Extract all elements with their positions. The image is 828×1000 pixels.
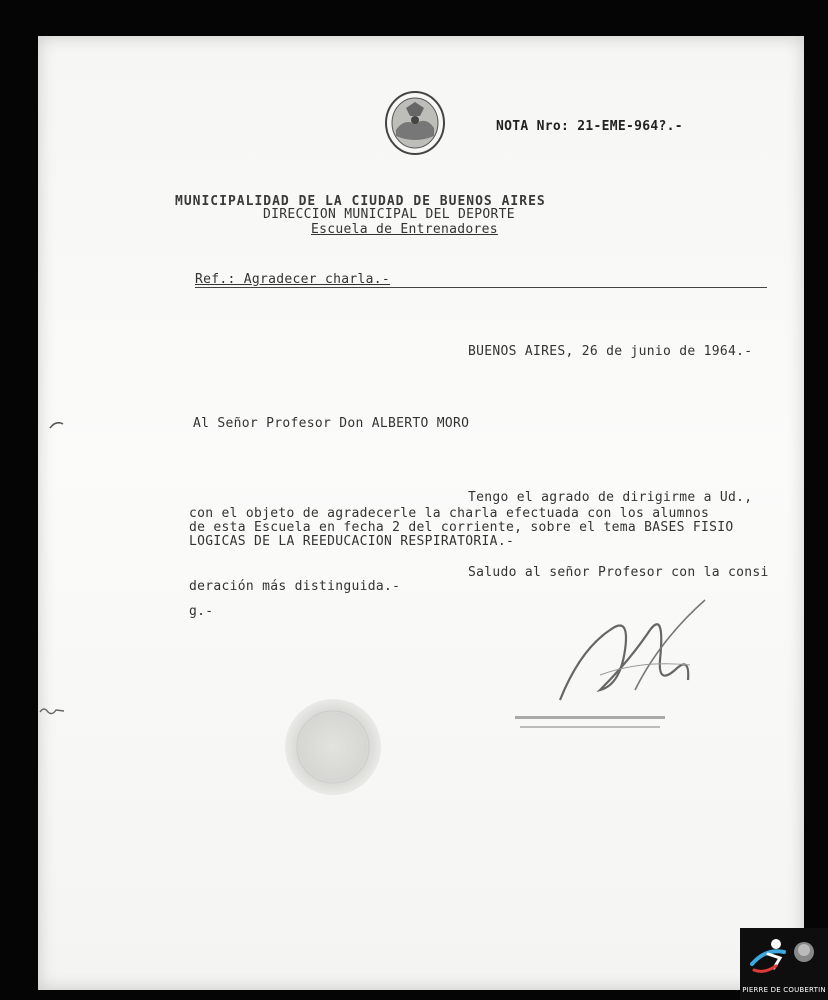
body-line-3: de esta Escuela en fecha 2 del corriente, sobre el tema BASES FISIO — [189, 520, 734, 535]
body-line-1: Tengo el agrado de dirigirme a Ud., — [468, 490, 753, 505]
date-line: BUENOS AIRES, 26 de junio de 1964.- — [468, 344, 753, 359]
header-school: Escuela de Entrenadores — [311, 222, 498, 237]
signature-icon — [540, 590, 720, 710]
body-line-2: con el objeto de agradecerle la charla efectuada con los alumnos — [189, 506, 710, 521]
reference-line: Ref.: Agradecer charla.- — [195, 272, 391, 287]
municipal-seal-icon — [384, 90, 446, 156]
closing-line-1: Saludo al señor Profesor con la consi — [468, 565, 769, 580]
initials: g.- — [189, 604, 214, 619]
reference-underline — [195, 287, 767, 288]
coubertin-logo — [740, 928, 828, 1000]
stamp-line-2 — [520, 726, 660, 728]
logo-label: PIERRE DE COUBERTIN — [742, 986, 826, 994]
header-direction: DIRECCION MUNICIPAL DEL DEPORTE — [263, 207, 515, 222]
margin-mark-icon — [48, 418, 66, 432]
addressee: Al Señor Profesor Don ALBERTO MORO — [193, 416, 470, 431]
round-stamp-icon — [283, 697, 383, 797]
note-number: NOTA Nro: 21-EME-964?.- — [496, 119, 683, 134]
stamp-line-1 — [515, 716, 665, 719]
closing-line-2: deración más distinguida.- — [189, 579, 401, 594]
header-municipality: MUNICIPALIDAD DE LA CIUDAD DE BUENOS AIRES — [175, 194, 546, 209]
runner-icon — [746, 934, 822, 978]
margin-scribble-icon — [38, 704, 66, 718]
body-line-4: LOGICAS DE LA REEDUCACION RESPIRATORIA.- — [189, 534, 515, 549]
